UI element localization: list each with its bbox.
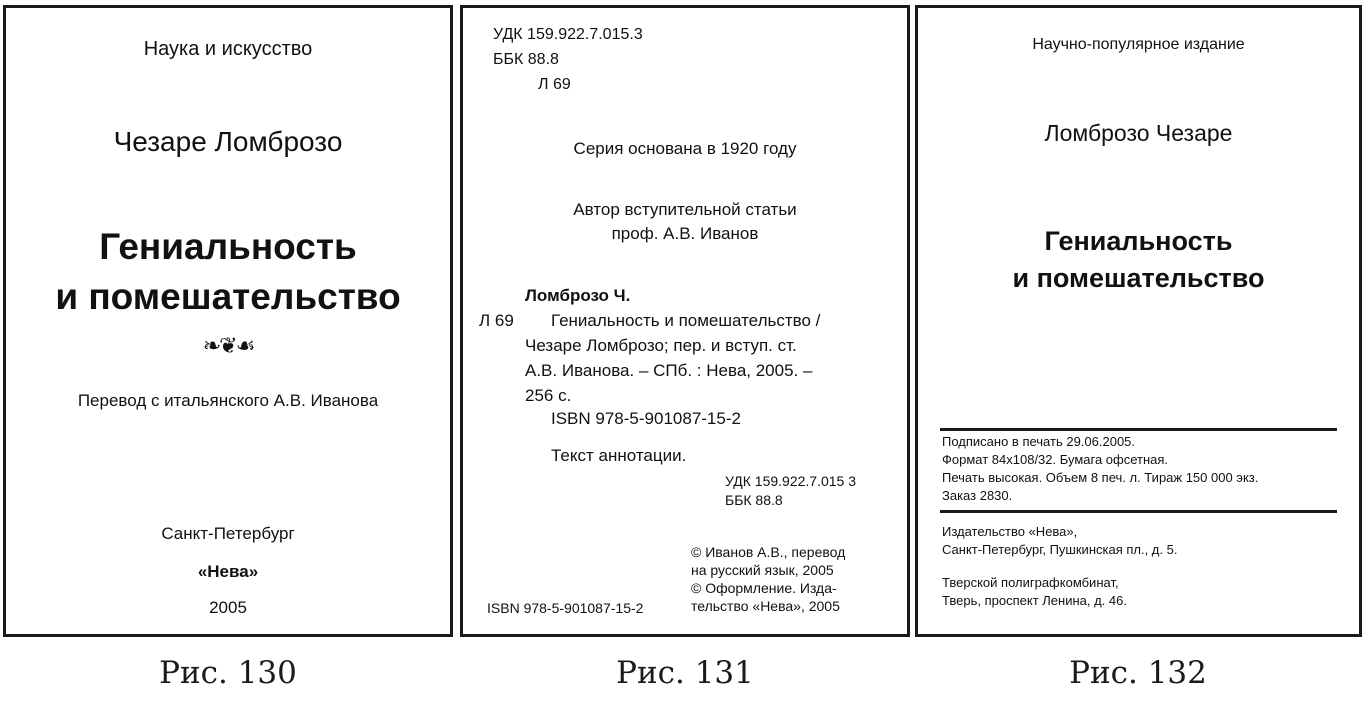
imprint-top-rule	[940, 428, 1337, 431]
bbk-index-secondary: ББК 88.8	[725, 492, 783, 508]
series-founded-note: Серия основана в 1920 году	[573, 139, 797, 158]
bbk-index: ББК 88.8	[493, 51, 559, 68]
translation-credit: Перевод с итальянского А.В. Иванова	[77, 391, 379, 410]
figure-caption-132: Рис. 132	[1069, 655, 1207, 691]
book-title-line-2: и помешательство	[55, 276, 401, 317]
publication-city: Санкт-Петербург	[161, 524, 295, 543]
udk-index: УДК 159.922.7.015.3	[493, 26, 643, 43]
figure-caption-131: Рис. 131	[616, 655, 754, 691]
catalog-entry-line-2: Чезаре Ломброзо; пер. и вступ. ст.	[525, 336, 797, 355]
udk-index-secondary: УДК 159.922.7.015 3	[725, 473, 856, 489]
imprint-line-3: Печать высокая. Объем 8 печ. л. Тираж 150 000 экз.	[942, 470, 1259, 485]
imprint-bottom-rule	[940, 510, 1337, 513]
copyright-block	[691, 543, 845, 615]
publisher-line-1: Издательство «Нева»,	[942, 524, 1078, 539]
publisher-name: «Нева»	[197, 562, 259, 581]
book-title-line-1: Гениальность	[99, 226, 357, 267]
isbn-bottom: ISBN 978-5-901087-15-2	[487, 600, 644, 616]
author-code: Л 69	[538, 76, 571, 93]
title-page-figure-130	[3, 5, 453, 637]
copyright-line-4: тельство «Нева», 2005	[691, 598, 840, 614]
printer-line-1: Тверской полиграфкомбинат,	[942, 575, 1119, 590]
imprint-line-2: Формат 84х108/32. Бумага офсетная.	[942, 452, 1169, 467]
annotation-text: Текст аннотации.	[551, 446, 687, 465]
figure-caption-130: Рис. 130	[159, 655, 297, 691]
series-name: Наука и искусство	[143, 38, 313, 60]
copyright-line-1: © Иванов А.В., перевод	[691, 544, 846, 560]
publisher-address-block	[942, 523, 1177, 559]
edition-type: Научно-популярное издание	[1032, 36, 1245, 53]
author-name: Чезаре Ломброзо	[113, 126, 343, 157]
title-reverse-figure-131	[460, 5, 910, 637]
author-name: Ломброзо Чезаре	[1044, 120, 1233, 146]
imprint-block	[942, 433, 1258, 505]
imprint-line-1: Подписано в печать 29.06.2005.	[942, 434, 1136, 449]
catalog-entry-line-1: Гениальность и помешательство /	[551, 311, 821, 330]
imprint-line-4: Заказ 2830.	[942, 488, 1013, 503]
catalog-entry-line-3: А.В. Иванова. – СПб. : Нева, 2005. –	[525, 361, 813, 380]
printer-line-2: Тверь, проспект Ленина, д. 46.	[942, 593, 1127, 608]
book-title-line-1: Гениальность	[1044, 226, 1233, 256]
catalog-entry-author: Ломброзо Ч.	[525, 286, 631, 305]
copyright-line-2: на русский язык, 2005	[691, 562, 834, 578]
ornament-icon: ❧❦☙	[202, 333, 254, 358]
catalog-entry-isbn: ISBN 978-5-901087-15-2	[551, 409, 741, 428]
catalog-entry-line-4: 256 с.	[525, 386, 572, 405]
imprint-page-figure-132	[915, 5, 1362, 637]
publication-year: 2005	[209, 598, 247, 617]
publisher-line-2: Санкт-Петербург, Пушкинская пл., д. 5.	[942, 542, 1178, 557]
book-title-line-2: и помешательство	[1012, 263, 1265, 293]
intro-author-name: проф. А.В. Иванов	[611, 224, 759, 243]
intro-author-label: Автор вступительной статьи	[573, 200, 797, 219]
copyright-line-3: © Оформление. Изда-	[691, 580, 837, 596]
printer-address-block	[942, 574, 1127, 610]
catalog-entry-code: Л 69	[479, 311, 514, 330]
